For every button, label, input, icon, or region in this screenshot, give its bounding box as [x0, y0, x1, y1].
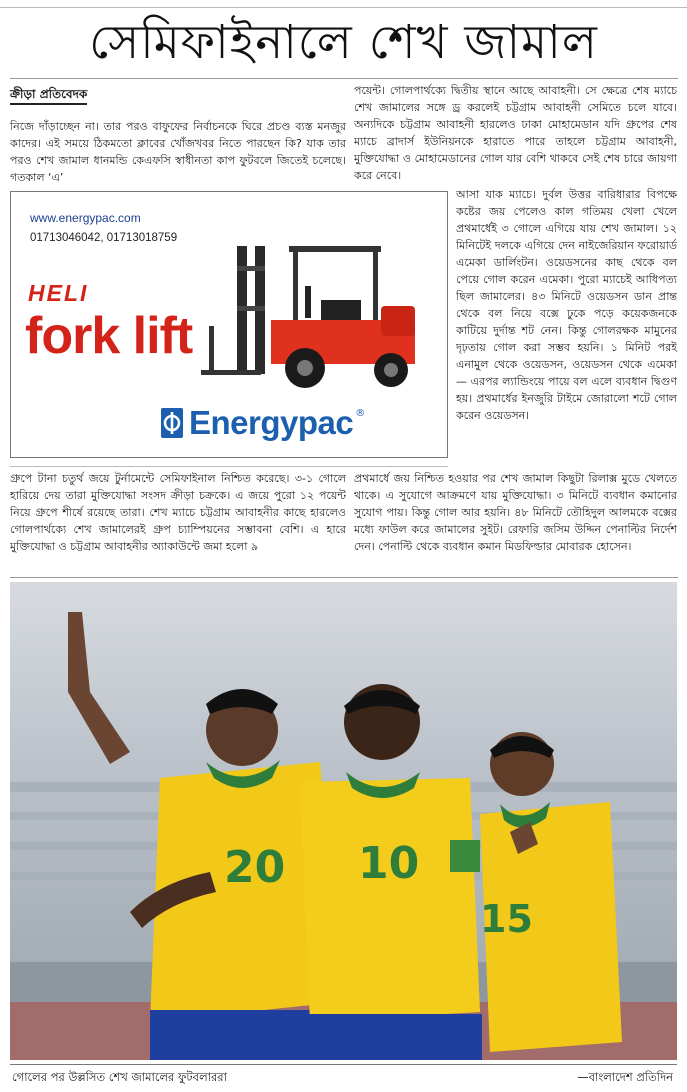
jersey-number-center: 10	[358, 838, 420, 889]
ad-bottom-rule	[10, 466, 448, 467]
energypac-logo	[161, 404, 365, 442]
top-page-strip	[0, 0, 687, 8]
article-right-mid: আসা যাক ম্যাচে। দুর্বল উত্তর বারিধারার বিপক্ষে কষ্টের জয় পেলেও কাল গতিময় খেলা খেলে প্রথমার্ধেই ৩ গোলে এগিয়ে যায় শেখ জামাল। ১২ মিনিটেই দলকে এগিয়ে দেন নাইজেরিয়ান ফরোয়ার্ড এমেকা ডার্লিংটন। ওয়েডসনের কাছ থেকে বল পেয়ে গোল করেন এমেকা। পুরো ম্যাচেই আধিপত্য ছিল জামালের। ৪৩ মিনিটে ওয়েডসন ডান প্রান্ত থেকে বল নিয়ে বক্সে ঢুকে পড়ে কয়েকজনকে কাটিয়ে দুর্দান্ত শট নেন। কিন্তু গোলরক্ষক মামুনের দৃঢ়তায় গোল করা সম্ভব হয়নি। ১ মিনিট পরই এনামুল থেকে ওয়েডসন, ওয়েডসন থেকে এমেকা— এরপর ল্যান্ডিংয়ে পায়ে বল এলে ব্যবধান দ্বিগুণ হয়। প্রথমার্ধের ইনজুরি টাইমে জোরালো শটে গোল করেন ওয়েডসন।	[456, 188, 677, 422]
jersey-number-left: 20	[224, 842, 286, 893]
jersey-number-right: 15	[480, 897, 533, 941]
headline-rule	[10, 78, 678, 79]
ad-phone-numbers: 01713046042, 01713018759	[30, 232, 178, 244]
ad-registered-mark: ®	[355, 408, 366, 419]
photo-top-rule	[10, 577, 678, 578]
ad-product-name: fork lift	[25, 307, 193, 365]
headline: সেমিফাইনালে শেখ জামাল	[89, 15, 598, 70]
ad-company-name: Energypac	[189, 404, 354, 441]
match-celebration-photo	[10, 582, 677, 1060]
ad-website[interactable]: www.energypac.com	[30, 211, 141, 225]
forklift-illustration	[201, 236, 441, 396]
energypac-logo-icon	[161, 408, 183, 438]
forklift-advertisement[interactable]	[10, 191, 448, 458]
article-left-bottom: গ্রুপে টানা চতুর্থ জয়ে টুর্নামেন্টে সেমিফাইনাল নিশ্চিত করেছে। ৩-১ গোলে হারিয়ে দেয় তারা মুক্তিযোদ্ধা সংসদ ক্রীড়া চক্রকে। এ জয়ে পুরো ১২ পয়েন্ট নিয়ে গ্রুপে শীর্ষে রয়েছে তারা। শেখ ম্যাচে চট্টগ্রাম আবাহনীর কাছে হারলেও গোলপার্থক্যে শেখ জামালেরই গ্রুপ চ্যাম্পিয়নের সম্ভাবনা বেশি। এ হারে মুক্তিযোদ্ধা ও চট্টগ্রাম আবাহনীর অ্যাকাউন্টে জমা হলো ৯	[10, 472, 346, 553]
photo-credit: —বাংলাদেশ প্রতিদিন	[577, 1070, 673, 1084]
article-right-top: পয়েন্ট। গোলপার্থক্যে দ্বিতীয় স্থানে আছে আবাহনী। সে ক্ষেত্রে শেষ ম্যাচে শেখ জামালের সঙ্গে ড্র করলেই চট্টগ্রাম আবাহনী সেমিতে চলে যাবে। অন্যদিকে চট্টগ্রাম আবাহনী হারলেও ঢাকা মোহামেডান যদি গ্রুপের শেষ ম্যাচে ব্রাদার্স ইউনিয়নকে হারাতে পারে তাহলে চট্টগ্রাম আবাহনী, মুক্তিযোদ্ধা ও মোহামেডানের গোল যার বেশি থাকবে সেই শেষ চারে জায়গা করে নেবে।	[354, 84, 677, 182]
byline: ক্রীড়া প্রতিবেদক	[10, 86, 87, 105]
article-left-top: নিজে দাঁড়াচ্ছেন না। তার পরও বাফুফের নির্বাচনকে ঘিরে প্রচণ্ড ব্যস্ত মনজুর কাদের। এই সময়ে ঠিকমতো ক্লাবের খোঁজখবর নিতে পারছেন কি? যাক তার পরও শেখ জামাল ধানমন্ডি কেএফসি স্বাধীনতা কাপ ফুটবলে জিতেই চলেছে। গতকাল ‘এ’	[10, 120, 346, 184]
players-illustration	[10, 582, 677, 1060]
article-right-bottom: প্রথমার্ধে জয় নিশ্চিত হওয়ার পর শেখ জামাল কিছুটা রিলাক্স মুডে খেলতে থাকে। এ সুযোগে আক্রমণে যায় মুক্তিযোদ্ধা। ৩ মিনিটে ব্যবধান কমানোর সুযোগ পায়। কিন্তু গোল আর হয়নি। ৪৮ মিনিটে তৌহিদুল আলমকে বক্সের মধ্যে ফাউল করে জামালের সুইট। রেফারি জসিম উদ্দিন পেনাল্টির নির্দেশ দেন। পেনাল্টি থেকে ব্যবধান কমান মিডফিল্ডার মোবারক হোসেন।	[354, 472, 677, 553]
photo-caption-bar	[10, 1064, 677, 1086]
ad-brand-heli: HELI	[28, 280, 89, 306]
photo-caption: গোলের পর উল্লসিত শেখ জামালের ফুটবলাররা	[12, 1070, 227, 1084]
